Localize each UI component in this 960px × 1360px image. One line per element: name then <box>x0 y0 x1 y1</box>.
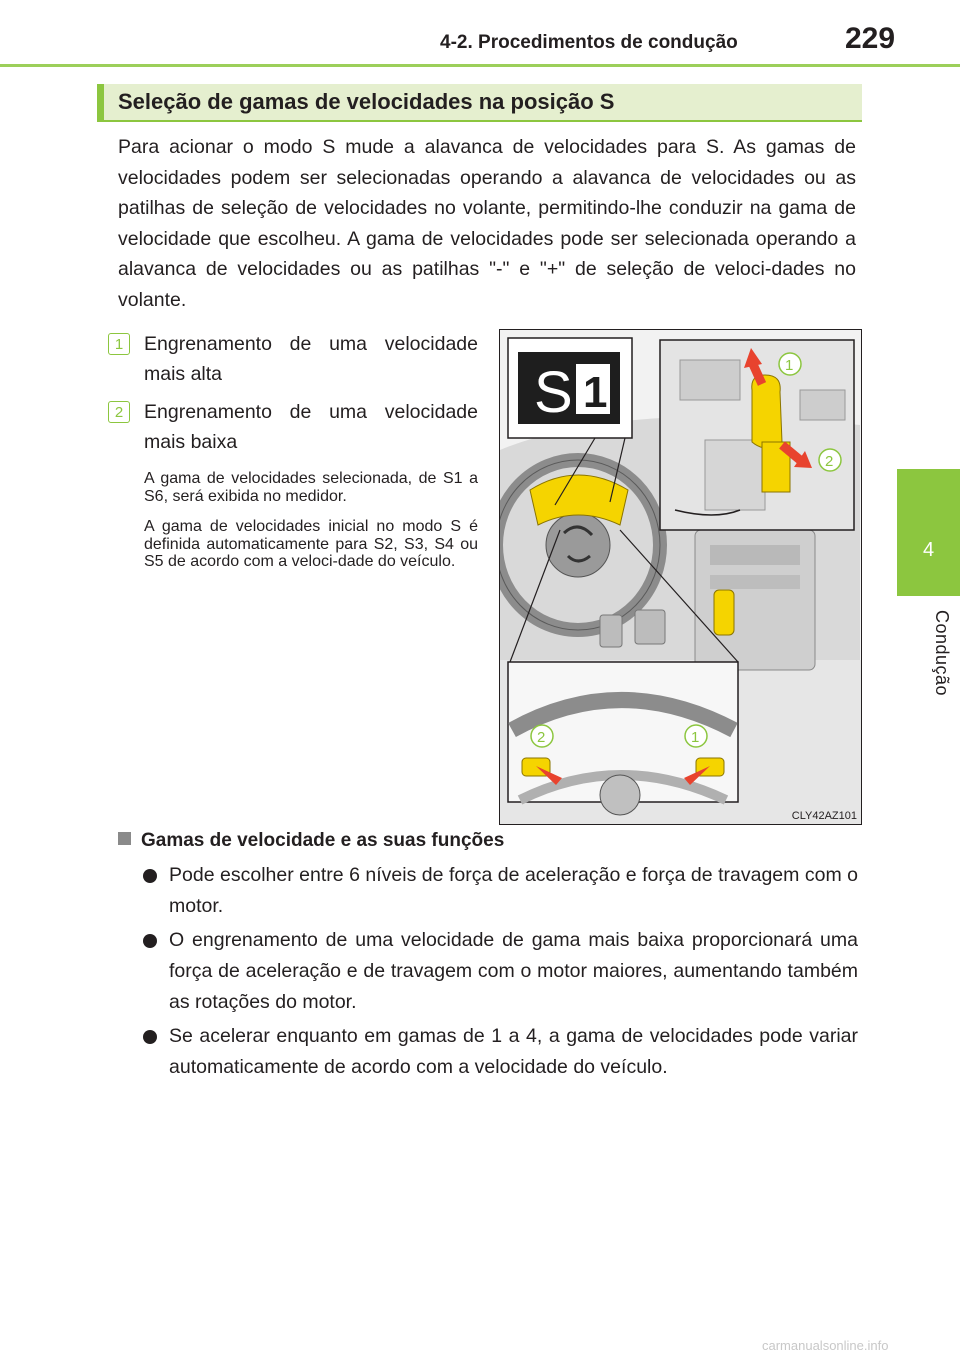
section-title: Seleção de gamas de velocidades na posição S <box>97 84 862 120</box>
subsection-heading <box>118 830 504 852</box>
shifter-callout-2: 2 <box>825 453 834 470</box>
bullet-text: Pode escolher entre 6 níveis de força de aceleração e força de travagem com o motor. <box>169 864 858 917</box>
bullet-text: O engrenamento de uma velocidade de gama mais baixa proporcionará uma força de aceleração e de travagem com o motor maiores, aumentando também as rotações do motor. <box>169 929 858 1013</box>
header-chapter-title: 4-2. Procedimentos de condução <box>440 32 738 53</box>
figure-code: CLY42AZ101 <box>791 810 857 822</box>
illustration-figure <box>499 329 862 825</box>
display-letter: S <box>534 360 573 425</box>
step-badge: 2 <box>108 401 130 423</box>
step-text: Engrenamento de uma velocidade mais alta <box>144 333 478 385</box>
display-number: 1 <box>583 368 608 417</box>
intro-paragraph: Para acionar o modo S mude a alavanca de velocidades para S. As gamas de velocidades podem ser selecionadas operando a alavanca de velocidades ou as patilhas de seleção de velocidades no volante, permitindo-lhe conduzir na gama de velocidade que escolheu. A gama de velocidades pode ser selecionada operando a alavanca de velocidades ou as patilhas "-" e "+" de seleção de veloci-dades no volante. <box>118 136 856 311</box>
note-2: A gama de velocidades inicial no modo S é definida automaticamente para S2, S3, S4 ou S5 de acordo com a veloci-dade do veículo. <box>144 518 478 570</box>
page-number: 229 <box>845 22 896 55</box>
subsection-heading-text: Gamas de velocidade e as suas funções <box>141 830 505 851</box>
side-tab <box>897 469 960 596</box>
square-bullet-icon <box>118 832 131 845</box>
header-rule <box>0 64 960 67</box>
cockpit-illustration <box>500 330 861 824</box>
shifter-callout-1: 1 <box>785 357 794 374</box>
note-1: A gama de velocidades selecionada, de S1 a S6, será exibida no medidor. <box>144 470 478 505</box>
section-underline <box>97 120 862 122</box>
bullet-dot-icon <box>143 869 157 883</box>
step-text: Engrenamento de uma velocidade mais baixa <box>144 401 478 453</box>
step-badge: 1 <box>108 333 130 355</box>
bullet-text: Se acelerar enquanto em gamas de 1 a 4, a gama de velocidades pode variar automaticamente de acordo com a velocidade do veículo. <box>169 1025 858 1078</box>
bullet-dot-icon <box>143 1030 157 1044</box>
paddle-callout-2: 2 <box>537 729 546 746</box>
side-tab-number: 4 <box>922 539 935 561</box>
paddle-callout-1: 1 <box>691 729 700 746</box>
watermark: carmanualsonline.info <box>762 1338 889 1353</box>
side-tab-label: Condução <box>932 610 952 697</box>
bullet-dot-icon <box>143 934 157 948</box>
